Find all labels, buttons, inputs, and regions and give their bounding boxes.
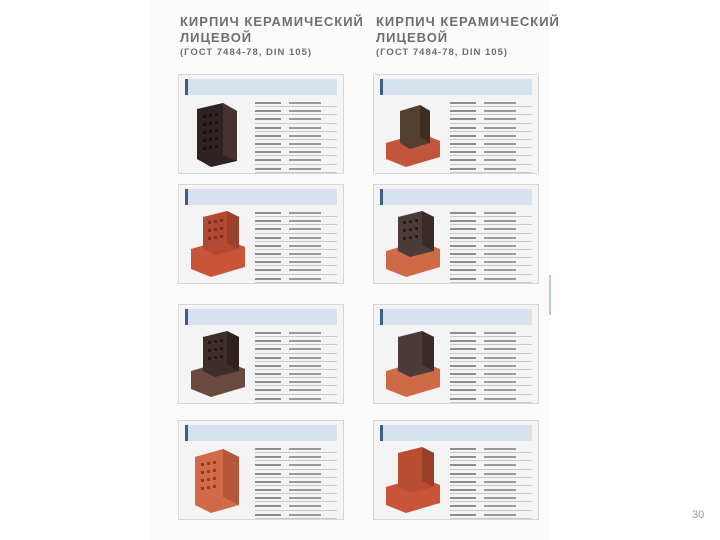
product-card <box>373 420 539 520</box>
brick-image <box>380 99 444 169</box>
brick-image <box>380 209 444 279</box>
spec-table <box>450 445 532 515</box>
spec-table <box>450 99 532 169</box>
card-header <box>185 309 337 325</box>
column-title-right <box>376 14 566 59</box>
title-line-2: ЛИЦЕВОЙ <box>180 30 253 45</box>
product-card <box>178 184 344 284</box>
card-header <box>185 425 337 441</box>
brick-image <box>185 209 249 279</box>
title-line-3: (ГОСТ 7484-78, DIN 105) <box>376 47 509 58</box>
spec-table <box>255 445 337 515</box>
card-header <box>380 79 532 95</box>
card-header <box>380 425 532 441</box>
product-card <box>178 420 344 520</box>
spec-table <box>450 209 532 279</box>
brick-image <box>380 329 444 399</box>
spec-table <box>450 329 532 399</box>
card-header <box>380 189 532 205</box>
brick-image <box>185 99 249 169</box>
brick-image <box>185 445 249 515</box>
card-header <box>185 79 337 95</box>
page-number: 30 <box>692 509 705 521</box>
product-card <box>373 304 539 404</box>
product-card <box>178 74 344 174</box>
title-line-2: ЛИЦЕВОЙ <box>376 30 449 45</box>
spec-table <box>255 329 337 399</box>
margin-mark <box>549 275 551 315</box>
brick-image <box>380 445 444 515</box>
title-line-1: КИРПИЧ КЕРАМИЧЕСКИЙ <box>376 14 560 29</box>
spec-table <box>255 99 337 169</box>
card-header <box>185 189 337 205</box>
title-line-3: (ГОСТ 7484-78, DIN 105) <box>180 47 313 58</box>
product-card <box>373 184 539 284</box>
product-card <box>178 304 344 404</box>
product-card <box>373 74 539 174</box>
brick-image <box>185 329 249 399</box>
column-title-left <box>180 14 370 59</box>
card-header <box>380 309 532 325</box>
spec-table <box>255 209 337 279</box>
title-line-1: КИРПИЧ КЕРАМИЧЕСКИЙ <box>180 14 364 29</box>
